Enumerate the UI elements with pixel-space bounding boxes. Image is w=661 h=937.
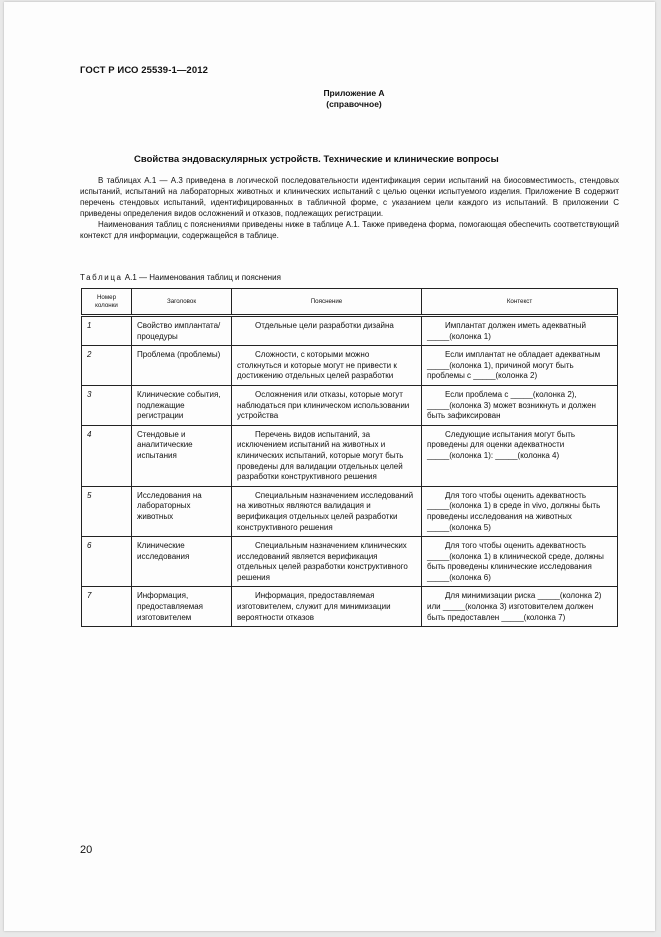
row-heading: Свойство имплантата/процедуры [132,316,232,346]
table-row [82,316,618,346]
header-heading: Заголовок [132,289,232,316]
row-number: 2 [82,346,132,386]
row-context: Имплантат должен иметь адекватный _____(колонка 1) [422,316,618,346]
row-explanation: Сложности, с которыми можно столкнуться и которые могут не привести к достижению отдельных целей разработки [232,346,422,386]
appendix-type: (справочное) [326,99,382,109]
row-explanation: Осложнения или отказы, которые могут наблюдаться при клиническом использовании устройства [232,385,422,425]
intro-paragraph: Наименования таблиц с пояснениями приведены ниже в таблице А.1. Также приведена форма, помогающая обеспечить соответствующий контекст для информации, содержащейся в таблице. [80,219,619,240]
table-row [82,486,618,536]
table-caption-label: Таблица [80,273,123,282]
table-caption-text: А.1 — Наименования таблиц и пояснения [122,273,281,282]
intro-paragraph: В таблицах А.1 — А.3 приведена в логической последовательности идентификация серии испытаний на биосовместимость, стендовых испытаний, испытаний на лабораторных животных и клинических испытаний с целью оценки испытуемого изделия. Приложение В содержит перечень стендовых испытаний, идентифицированных в табличной форме, с указанием цели каждого из испытаний. В приложении С приведены определения видов осложнений и отказов, подлежащих регистрации. [80,176,619,218]
page-number: 20 [80,844,93,856]
row-context: Если проблема с _____(колонка 2), _____(колонка 3) может возникнуть и должен быть зафиксирован [422,385,618,425]
row-heading: Информация, предоставляемая изготовителем [132,587,232,627]
row-context: Для минимизации риска _____(колонка 2) или _____(колонка 3) изготовителем должен быть предоставлен _____(колонка 7) [422,587,618,627]
row-heading: Клинические события, подлежащие регистрации [132,385,232,425]
row-explanation: Специальным назначением клинических исследований является верификация отдельных целей разработки конструктивного решения [232,537,422,587]
row-heading: Клинические исследования [132,537,232,587]
row-number: 6 [82,537,132,587]
table-a1 [81,288,618,627]
table-row [82,385,618,425]
section-title: Свойства эндоваскулярных устройств. Технические и клинические вопросы [134,154,499,165]
appendix-title: Приложение А [323,88,385,98]
appendix-heading [294,88,414,110]
row-number: 3 [82,385,132,425]
row-explanation: Перечень видов испытаний, за исключением испытаний на животных и клинических испытаний, которые могут быть проведены для валидации отдельных целей разработки конструктивного решения [232,425,422,486]
table-row [82,346,618,386]
table-row [82,425,618,486]
row-explanation: Информация, предоставляемая изготовителем, служит для минимизации вероятности отказов [232,587,422,627]
standard-designation: ГОСТ Р ИСО 25539-1—2012 [80,65,208,76]
table-row [82,587,618,627]
row-heading: Стендовые и аналитические испытания [132,425,232,486]
row-number: 5 [82,486,132,536]
row-number: 4 [82,425,132,486]
row-context: Если имплантат не обладает адекватным _____(колонка 1), причиной могут быть проблемы с _____(колонка 2) [422,346,618,386]
row-heading: Исследования на лабораторных животных [132,486,232,536]
row-number: 1 [82,316,132,346]
intro-text [80,176,619,241]
header-explanation: Пояснение [232,289,422,316]
row-heading: Проблема (проблемы) [132,346,232,386]
header-context: Контекст [422,289,618,316]
row-explanation: Специальным назначением исследований на животных являются валидация и верификация отдельных целей разработки конструктивного решения [232,486,422,536]
row-number: 7 [82,587,132,627]
document-page [4,2,655,931]
row-context: Следующие испытания могут быть проведены для оценки адекватности _____(колонка 1): _____(колонка 4) [422,425,618,486]
table-header-row [82,289,618,316]
row-context: Для того чтобы оценить адекватность _____(колонка 1) в клинической среде, должны быть проведены клинические исследования _____(колонка 6) [422,537,618,587]
table-caption [80,273,281,282]
header-number: Номер колонки [82,289,132,316]
table-row [82,537,618,587]
row-explanation: Отдельные цели разработки дизайна [232,316,422,346]
row-context: Для того чтобы оценить адекватность _____(колонка 1) в среде in vivo, должны быть проведены исследования на животных _____(колонка 5) [422,486,618,536]
